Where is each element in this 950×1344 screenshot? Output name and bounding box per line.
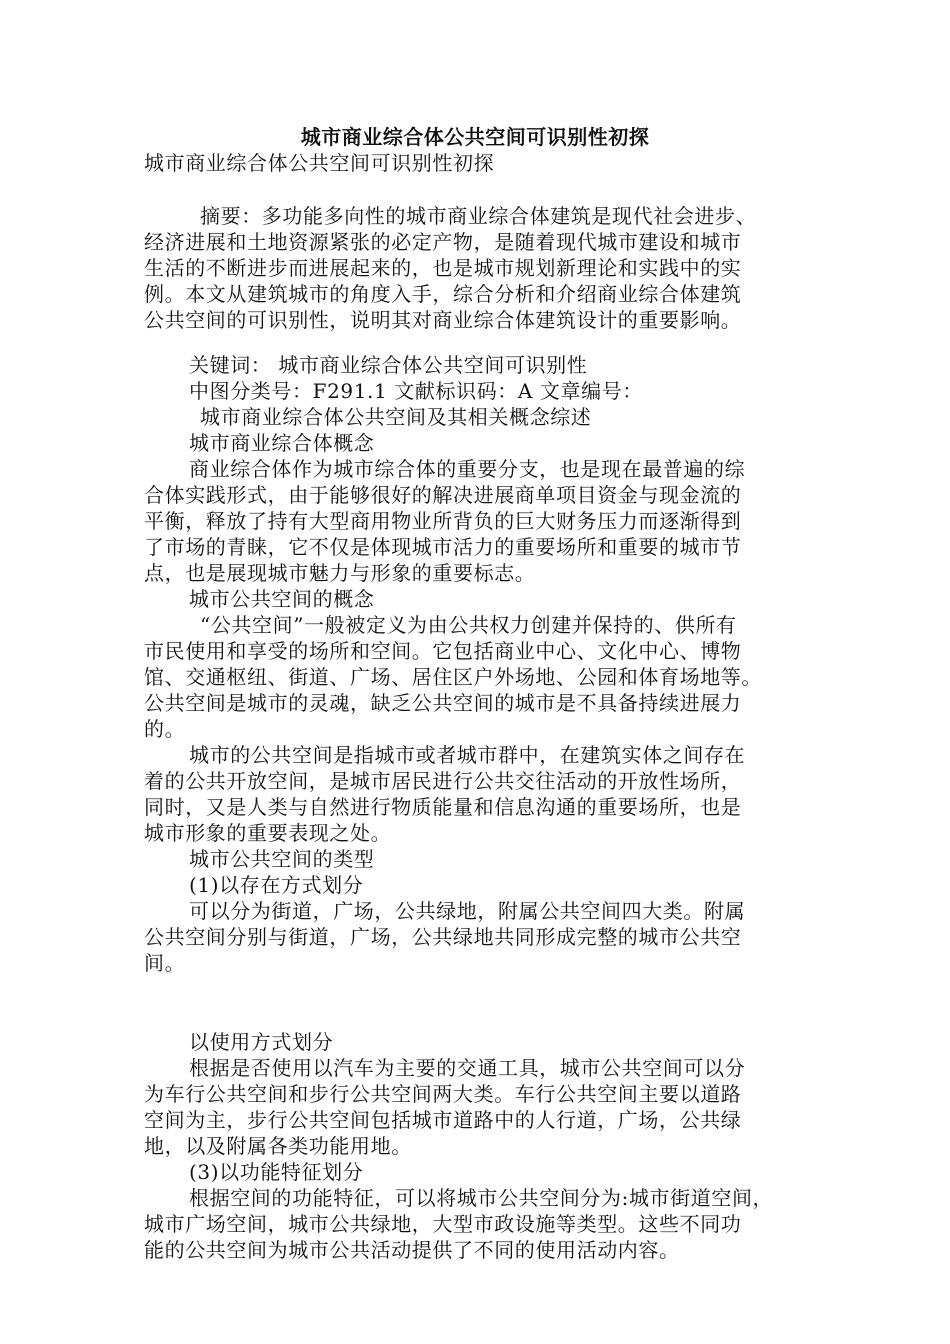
paragraph-line: 着的公共开放空间，是城市居民进行公共交往活动的开放性场所， bbox=[144, 769, 742, 793]
abstract-line: 公共空间的可识别性，说明其对商业综合体建筑设计的重要影响。 bbox=[144, 308, 742, 332]
paragraph-line: 点，也是展现城市魅力与形象的重要标志。 bbox=[144, 561, 536, 585]
keywords-line: 关键词： 城市商业综合体公共空间可识别性 bbox=[189, 353, 588, 377]
paragraph-line: 合体实践形式，由于能够很好的解决进展商单项目资金与现金流的 bbox=[144, 483, 742, 507]
paragraph-line: 了市场的青睐，它不仅是体现城市活力的重要场所和重要的城市节 bbox=[144, 535, 742, 559]
types-heading: 城市公共空间的类型 bbox=[189, 847, 375, 871]
classification-line: 中图分类号：F291.1 文献标识码：A 文章编号： bbox=[189, 379, 643, 403]
document-title: 城市商业综合体公共空间可识别性初探 bbox=[300, 125, 650, 149]
concept2-heading: 城市公共空间的概念 bbox=[189, 587, 375, 611]
paragraph-line: 间。 bbox=[144, 951, 186, 975]
concept1-heading: 城市商业综合体概念 bbox=[189, 431, 375, 455]
section-heading: 城市商业综合体公共空间及其相关概念综述 bbox=[200, 405, 592, 429]
paragraph-line: 根据是否使用以汽车为主要的交通工具，城市公共空间可以分 bbox=[189, 1056, 746, 1080]
paragraph-line: 根据空间的功能特征，可以将城市公共空间分为:城市街道空间， bbox=[189, 1186, 774, 1210]
paragraph-line: 市民使用和享受的场所和空间。它包括商业中心、文化中心、博物 bbox=[144, 639, 742, 663]
document-subtitle: 城市商业综合体公共空间可识别性初探 bbox=[144, 151, 495, 175]
paragraph-line: 同时，又是人类与自然进行物质能量和信息沟通的重要场所，也是 bbox=[144, 795, 742, 819]
abstract-line: 例。本文从建筑城市的角度入手，综合分析和介绍商业综合体建筑 bbox=[144, 282, 742, 306]
paragraph-line: 城市的公共空间是指城市或者城市群中，在建筑实体之间存在 bbox=[189, 743, 746, 767]
paragraph-line: 空间为主，步行公共空间包括城市道路中的人行道，广场，公共绿 bbox=[144, 1108, 742, 1132]
paragraph-line: 地，以及附属各类功能用地。 bbox=[144, 1134, 412, 1158]
abstract-line: 摘要：多功能多向性的城市商业综合体建筑是现代社会进步、 bbox=[200, 204, 757, 228]
paragraph-line: 的。 bbox=[144, 717, 186, 741]
paragraph-line: 可以分为街道，广场，公共绿地，附属公共空间四大类。附属 bbox=[189, 899, 746, 923]
paragraph-line: 公共空间是城市的灵魂，缺乏公共空间的城市是不具备持续进展力 bbox=[144, 691, 742, 715]
paragraph-line: 为车行公共空间和步行公共空间两大类。车行公共空间主要以道路 bbox=[144, 1082, 742, 1106]
paragraph-line: 平衡，释放了持有大型商用物业所背负的巨大财务压力而逐渐得到 bbox=[144, 509, 742, 533]
paragraph-line: 商业综合体作为城市综合体的重要分支，也是现在最普遍的综 bbox=[189, 457, 746, 481]
type3-heading: (3)以功能特征划分 bbox=[189, 1160, 364, 1184]
abstract-line: 生活的不断进步而进展起来的，也是城市规划新理论和实践中的实 bbox=[144, 256, 742, 280]
paragraph-line: 城市广场空间，城市公共绿地，大型市政设施等类型。这些不同功 bbox=[144, 1212, 742, 1236]
type1-heading: (1)以存在方式划分 bbox=[189, 873, 364, 897]
abstract-line: 经济进展和土地资源紧张的必定产物，是随着现代城市建设和城市 bbox=[144, 230, 742, 254]
paragraph-line: 城市形象的重要表现之处。 bbox=[144, 821, 392, 845]
paragraph-line: 能的公共空间为城市公共活动提供了不同的使用活动内容。 bbox=[144, 1238, 680, 1262]
paragraph-line: “公共空间”一般被定义为由公共权力创建并保持的、供所有 bbox=[200, 613, 737, 637]
paragraph-line: 馆、交通枢纽、街道、广场、居住区户外场地、公园和体育场地等。 bbox=[144, 665, 762, 689]
paragraph-line: 公共空间分别与街道，广场，公共绿地共同形成完整的城市公共空 bbox=[144, 925, 742, 949]
type2-heading: 以使用方式划分 bbox=[189, 1030, 334, 1054]
